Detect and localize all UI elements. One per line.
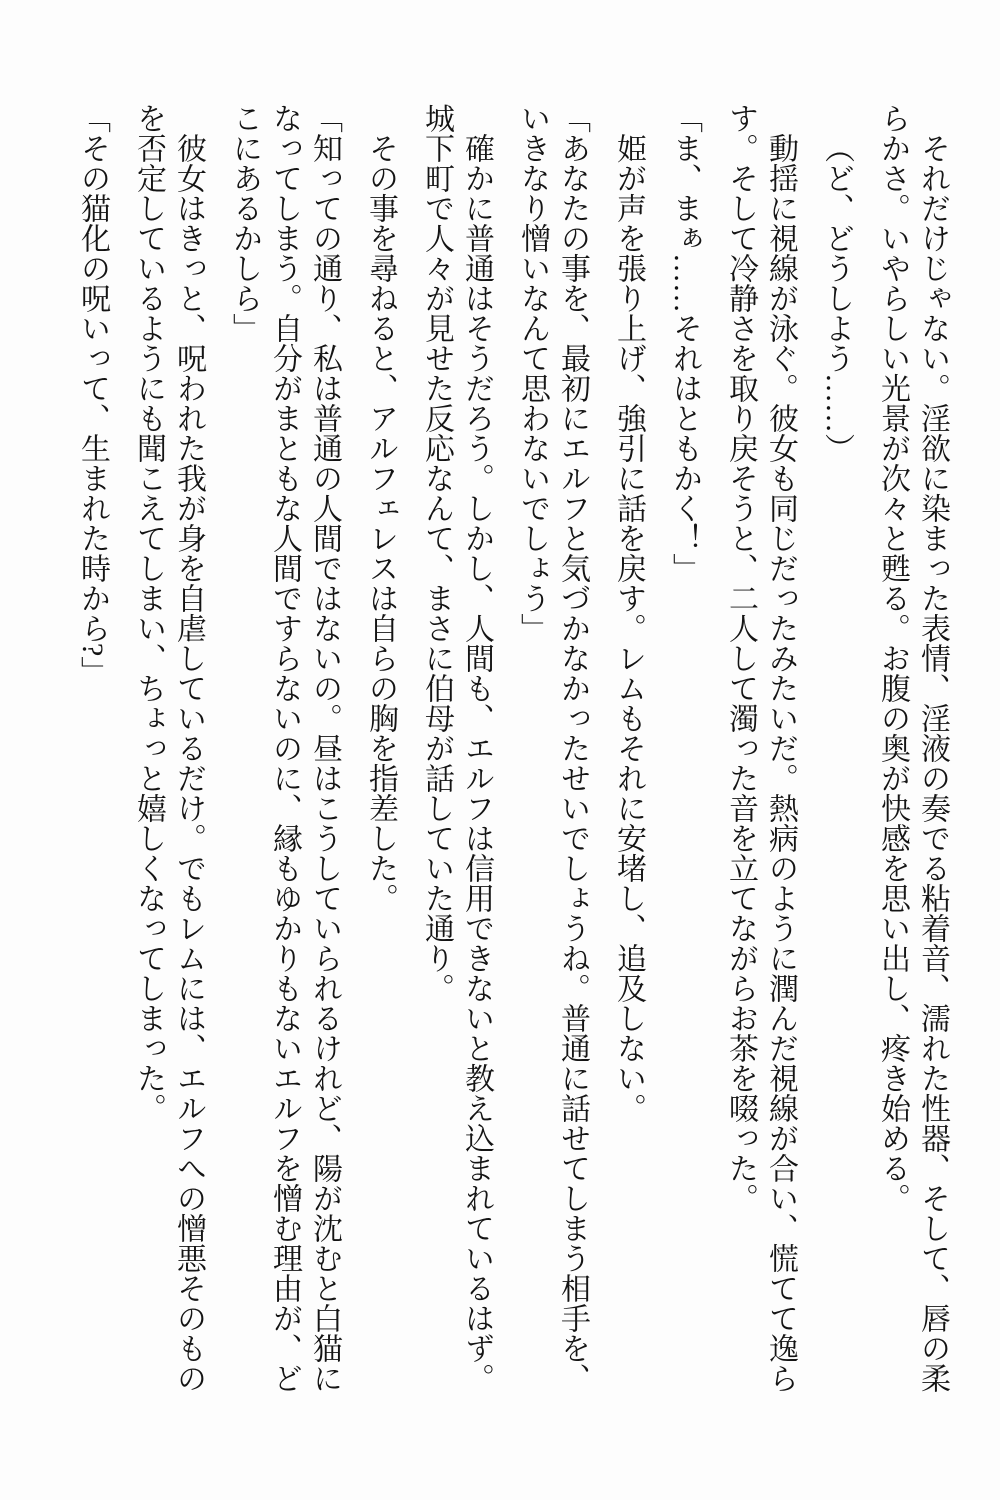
paragraph: 姫が声を張り上げ、強引に話を戻す。レムもそれに安堵し、追及しない。 [612,133,645,1123]
paragraph: 「知っての通り、私は普通の人間ではないの。昼はこうしていられるけれど、陽が沈むと白猫になってしまう。自分がまともな人間ですらないのに、縁もゆかりもないエルフを憎む理由が、どこにあるかしら」 [228,103,341,1393]
paragraph: その事を尋ねると、アルフェレスは自らの胸を指差した。 [364,133,397,913]
paragraph: それだけじゃない。淫欲に染まった表情、淫液の奏でる粘着音、濡れた性器、そして、唇の柔らかさ。いやらしい光景が次々と甦る。お腹の奥が快感を思い出し、疼き始める。 [876,103,949,1393]
vertical-text-container [76,103,952,1393]
paragraph: 動揺に視線が泳ぐ。彼女も同じだったみたいだ。熱病のように潤んだ視線が合い、慌てて逸らす。そして冷静さを取り戻そうと、二人して濁った音を立てながらお茶を啜った。 [724,103,797,1393]
paragraph: （ど、どうしよう……） [820,133,853,463]
paragraph: 確かに普通はそうだろう。しかし、人間も、エルフは信用できないと教え込まれているはず。城下町で人々が見せた反応なんて、まさに伯母が話していた通り。 [420,103,493,1393]
paragraph: 彼女はきっと、呪われた我が身を自虐しているだけ。でもレムには、エルフへの憎悪そのものを否定しているようにも聞こえてしまい、ちょっと嬉しくなってしまった。 [132,103,205,1393]
paragraph: 「ま、まぁ……それはともかく！」 [668,103,701,583]
paragraph: 「その猫化の呪いって、生まれた時から?」 [76,103,109,687]
paragraph: 「あなたの事を、最初にエルフと気づかなかったせいでしょうね。普通に話せてしまう相手を、いきなり憎いなんて思わないでしょう」 [516,103,589,1393]
